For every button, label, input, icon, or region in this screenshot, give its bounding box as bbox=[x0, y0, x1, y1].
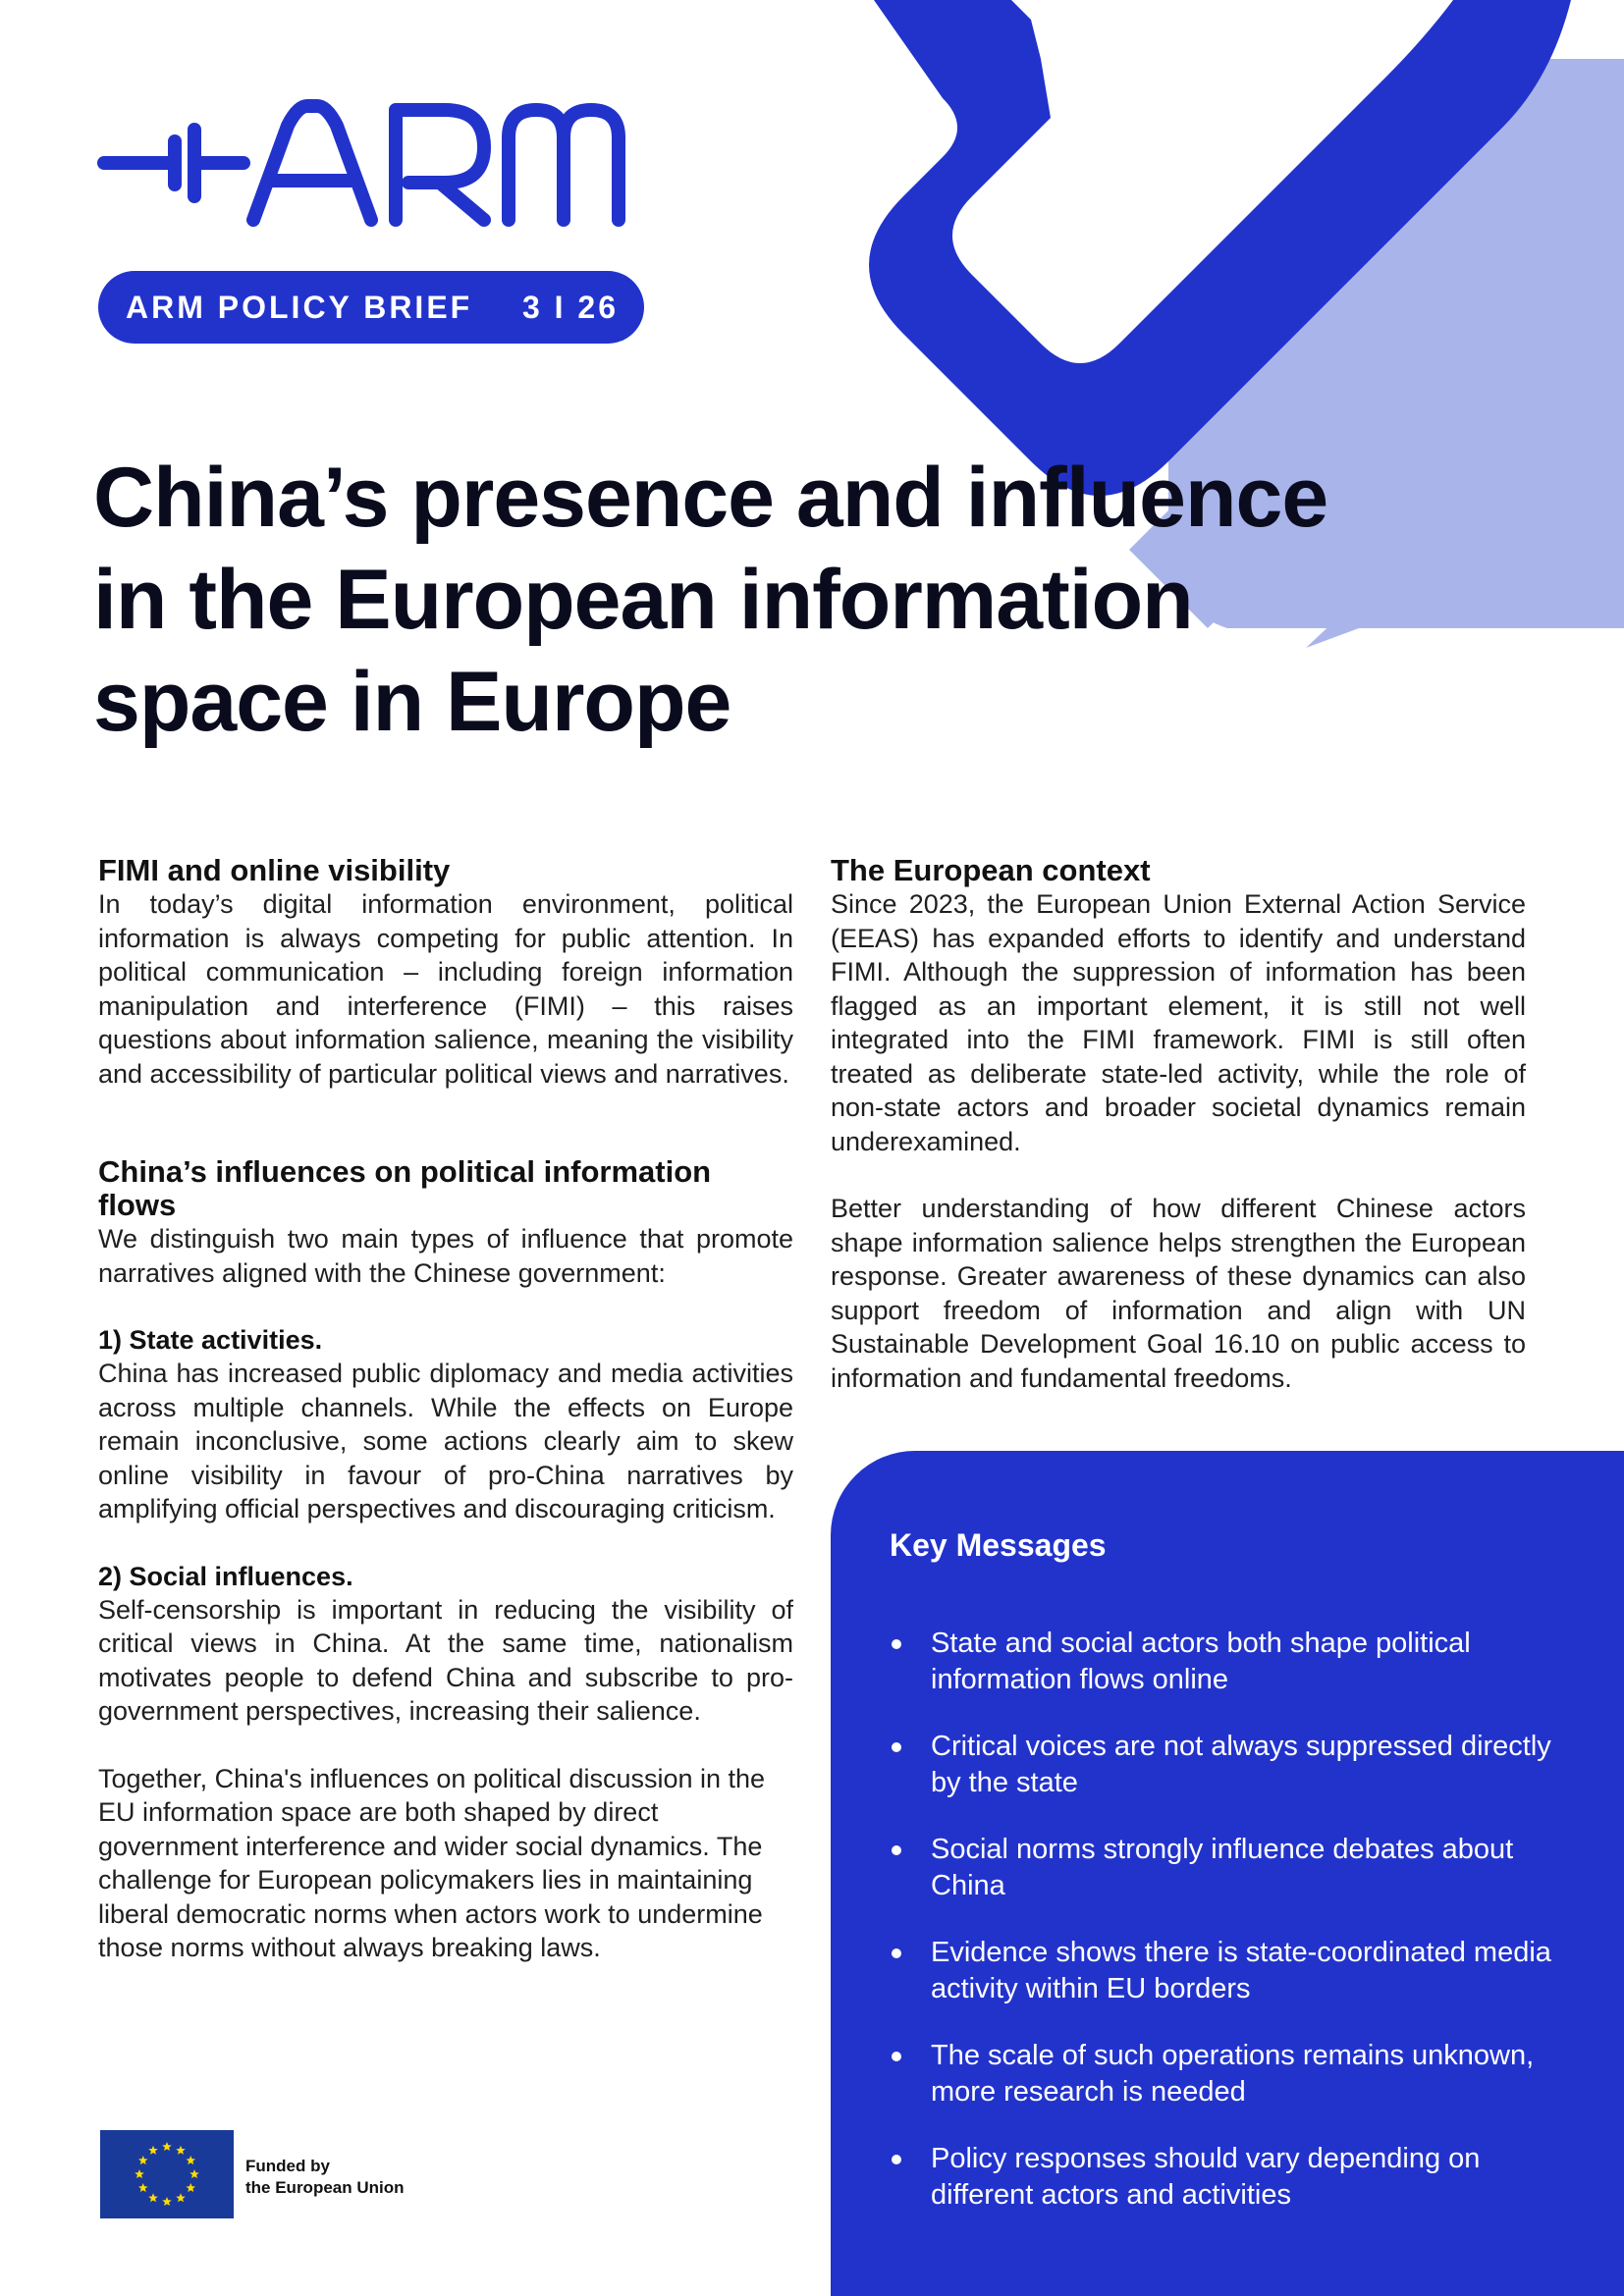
bullet-icon bbox=[892, 2052, 901, 2061]
badge-label: ARM POLICY BRIEF bbox=[126, 289, 473, 325]
key-messages-list bbox=[890, 1626, 1557, 2244]
closing-paragraph: Together, China's influences on political discussion in the EU information space are both shaped by direct government interference and wider social dynamics. The challenge for European policymakers lies in maintaining liberal democratic norms when actors work to undermine those norms without always breaking laws. bbox=[98, 1763, 766, 1962]
context-paragraph-2: Better understanding of how different Chinese actors shape information salience helps strengthen the European response. Greater awareness of these dynamics can also support freedom of information and align with UN Sustainable Development Goal 16.10 on public access to information and fundamental freedoms. bbox=[831, 1194, 1526, 1393]
eu-star-icon bbox=[162, 2197, 172, 2206]
section-body-fimi: In today’s digital information environment, political information is always competing for public attention. In political communication – including foreign information manipulation and interference (FIMI) – this raises questions about information salience, meaning the visibility and accessibility of particular political views and narratives. bbox=[98, 889, 793, 1089]
body-social: Self-censorship is important in reducing the visibility of critical views in China. At the same time, nationalism motivates people to defend China and subscribe to pro-government perspectives, increasing their salience. bbox=[98, 1594, 793, 1726]
section-body-influences: We distinguish two main types of influence that promote narratives aligned with the Chinese government: bbox=[98, 1224, 793, 1288]
page-title: China’s presence and influence in the European information space in Europe bbox=[93, 451, 1328, 749]
eu-star-icon bbox=[148, 2146, 158, 2155]
funding-line-1: Funded by bbox=[245, 2157, 330, 2175]
context-paragraph-1: Since 2023, the European Union External Action Service (EEAS) has expanded efforts to identify and understand FIMI. Although the suppression of information has been flagged as an important element, it is still not well integrated into the FIMI framework. FIMI is still often treated as deliberate state-led activity, while the role of non-state actors and broader societal dynamics remain underexamined. bbox=[831, 889, 1526, 1156]
eu-flag-icon bbox=[100, 2130, 234, 2218]
eu-star-icon bbox=[162, 2142, 172, 2151]
list-item: Policy responses should vary depending on different actors and activities bbox=[890, 2141, 1557, 2214]
eu-star-icon bbox=[138, 2156, 148, 2164]
left-column bbox=[98, 854, 793, 1965]
bullet-icon bbox=[892, 1845, 901, 1855]
policy-brief-badge bbox=[98, 271, 644, 344]
eu-stars-icon bbox=[100, 2130, 234, 2218]
eu-star-icon bbox=[186, 2156, 195, 2164]
eu-star-icon bbox=[148, 2193, 158, 2202]
funding-statement bbox=[245, 2156, 405, 2199]
section-heading-fimi: FIMI and online visibility bbox=[98, 853, 451, 887]
subheading-social: 2) Social influences. bbox=[98, 1561, 353, 1591]
bullet-icon bbox=[892, 1742, 901, 1752]
key-messages-title: Key Messages bbox=[890, 1527, 1107, 1563]
bullet-icon bbox=[892, 1949, 901, 1958]
eu-star-icon bbox=[135, 2169, 144, 2178]
eu-star-icon bbox=[138, 2183, 148, 2192]
section-heading-context: The European context bbox=[831, 853, 1151, 887]
list-item: The scale of such operations remains unknown, more research is needed bbox=[890, 2038, 1557, 2110]
eu-star-icon bbox=[176, 2193, 186, 2202]
list-item: Social norms strongly influence debates about China bbox=[890, 1832, 1557, 1904]
eu-star-icon bbox=[189, 2169, 199, 2178]
subheading-state: 1) State activities. bbox=[98, 1325, 323, 1355]
arm-logo bbox=[96, 98, 626, 236]
eu-star-icon bbox=[186, 2183, 195, 2192]
key-messages-box bbox=[831, 1451, 1624, 2296]
badge-number: 3 I 26 bbox=[521, 289, 619, 325]
bullet-icon bbox=[892, 1639, 901, 1649]
funding-line-2: the European Union bbox=[245, 2178, 405, 2197]
bullet-icon bbox=[892, 2155, 901, 2164]
list-item: Critical voices are not always suppressed directly by the state bbox=[890, 1729, 1557, 1801]
section-heading-influences: China’s influences on political information flows bbox=[98, 1154, 712, 1222]
eu-star-icon bbox=[176, 2146, 186, 2155]
list-item: State and social actors both shape political information flows online bbox=[890, 1626, 1557, 1698]
body-state: China has increased public diplomacy and media activities across multiple channels. While the effects on Europe remain inconclusive, some actions clearly aim to skew online visibility in favour of pro-China narratives by amplifying official perspectives and discouraging criticism. bbox=[98, 1359, 793, 1523]
list-item: Evidence shows there is state-coordinated media activity within EU borders bbox=[890, 1935, 1557, 2007]
right-column bbox=[831, 854, 1526, 1395]
